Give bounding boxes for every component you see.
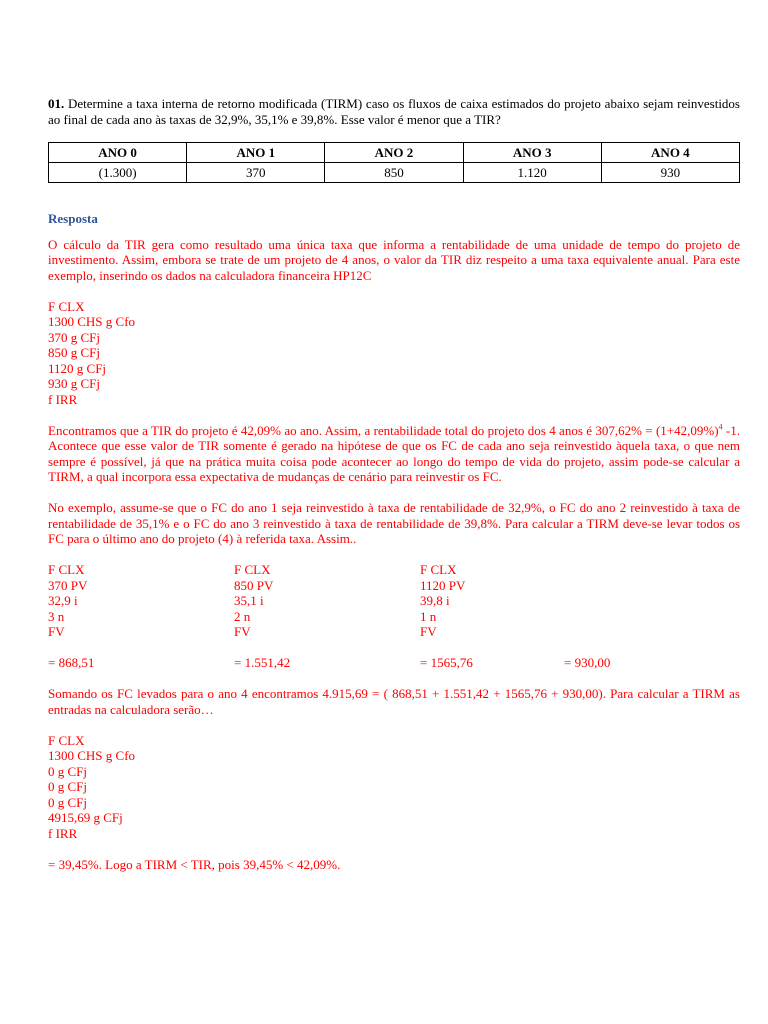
table-cell: (1.300) xyxy=(49,163,187,183)
calc-step: 4915,69 g CFj xyxy=(48,810,123,825)
calc-step: 1300 CHS g Cfo xyxy=(48,748,136,763)
calc-step: 850 g CFj xyxy=(48,345,101,360)
fv-result: = 1565,76 xyxy=(420,655,473,670)
calc-step: 1120 g CFj xyxy=(48,360,107,376)
calc-step: 0 g CFj xyxy=(48,779,88,794)
calc-step: 0 g CFj xyxy=(48,763,88,779)
calc-step: 370 g CFj xyxy=(48,329,101,345)
calc-step: f IRR xyxy=(48,825,78,841)
table-header-cell: ANO 1 xyxy=(187,143,325,163)
calc-step: FV xyxy=(420,624,437,639)
calc-step: F CLX xyxy=(234,562,271,577)
question-number: 01. xyxy=(48,96,65,111)
table-header-cell: ANO 2 xyxy=(325,143,463,163)
tir-paragraph xyxy=(48,423,740,485)
calc-step: 1300 CHS g Cfo xyxy=(48,314,136,329)
table-cell: 930 xyxy=(601,163,739,183)
fv-calculation-columns xyxy=(48,562,740,640)
conclusion-line: = 39,45%. Logo a TIRM < TIR, pois 39,45% < 42,09%. xyxy=(48,856,341,872)
table-header-row xyxy=(49,143,740,163)
fv-result: = 930,00 xyxy=(564,655,611,670)
exponent: 4 xyxy=(718,422,723,432)
calc-step: F CLX xyxy=(48,298,85,314)
table-cell: 1.120 xyxy=(463,163,601,183)
fv-column-year3 xyxy=(420,562,465,640)
question-paragraph xyxy=(48,96,740,127)
intro-paragraph: O cálculo da TIR gera como resultado uma única taxa que informa a rentabilidade de uma unidade de tempo do projeto de investimento. Assim, embora se trate de um projeto de 4 anos, o valor da TIR diz respeito a uma taxa equivalente anual. Para este exemplo, inserindo os dados na calculadora financeira HP12C xyxy=(48,236,740,283)
tir-text-part1: Encontramos que a TIR do projeto é 42,09% ao ano. Assim, a rentabilidade total do projeto dos 4 anos é 307,62% = (1+42,09%) xyxy=(48,422,719,438)
fv-column-year2 xyxy=(234,562,273,640)
calc-step: 1 n xyxy=(420,608,437,624)
document-page xyxy=(48,96,740,872)
answer-body xyxy=(48,237,740,873)
calc-step: 2 n xyxy=(234,608,251,624)
calc-step: 370 PV xyxy=(48,577,88,593)
calc-step: 0 g CFj xyxy=(48,794,88,810)
calc-step: 35,1 i xyxy=(234,593,264,608)
table-cell: 370 xyxy=(187,163,325,183)
fv-result: = 868,51 xyxy=(48,655,95,670)
fv-results-row xyxy=(48,655,740,671)
table-header-cell: ANO 0 xyxy=(49,143,187,163)
question-text: Determine a taxa interna de retorno modificada (TIRM) caso os fluxos de caixa estimados do projeto abaixo sejam reinvestidos ao final de cada ano às taxas de 32,9%, 35,1% e 39,8%. Esse valor é menor que a TIR? xyxy=(48,96,740,127)
hp12c-steps-tirm xyxy=(48,733,740,842)
calc-step: 1120 PV xyxy=(420,577,466,593)
table-header-cell: ANO 3 xyxy=(463,143,601,163)
table-cell: 850 xyxy=(325,163,463,183)
calc-step: 850 PV xyxy=(234,577,274,593)
calc-step: f IRR xyxy=(48,391,78,407)
hp12c-steps-tir xyxy=(48,299,740,408)
sum-paragraph: Somando os FC levados para o ano 4 encontramos 4.915,69 = ( 868,51 + 1.551,42 + 1565,76 + 930,00). Para calcular a TIRM as entradas na calculadora serão… xyxy=(48,686,740,717)
calc-step: F CLX xyxy=(48,732,85,748)
calc-step: FV xyxy=(234,624,251,639)
fv-result: = 1.551,42 xyxy=(234,655,291,670)
example-paragraph: No exemplo, assume-se que o FC do ano 1 seja reinvestido à taxa de rentabilidade de 32,9%, o FC do ano 2 reinvestido à taxa de rentabilidade de 35,1% e o FC do ano 3 reinvestido à taxa de rentabilidade de 39,8%. Para calcular a TIRM deve-se levar todos os FC para o último ano do projeto (4) à referida taxa. Assim.. xyxy=(48,500,740,546)
calc-step: FV xyxy=(48,624,65,639)
table-header-cell: ANO 4 xyxy=(601,143,739,163)
tir-text-part2: -1. Acontece que esse valor de TIR somente é gerado na hipótese de que os FC de cada ano seja reinvestido àquela taxa, o que nem sempre é possível, já que na prática muita coisa pode acontecer ao longo do tempo de vida do projeto, assim pode-se calcular a TIRM, a qual incorpora essa expectativa de mudanças de cenário para reinvestir os FC. xyxy=(48,422,740,484)
calc-step: F CLX xyxy=(420,562,457,577)
table-row xyxy=(49,163,740,183)
calc-step: 3 n xyxy=(48,608,65,624)
cash-flow-table xyxy=(48,142,740,183)
answer-heading: Resposta xyxy=(48,211,98,226)
fv-column-year1 xyxy=(48,562,87,640)
calc-step: 32,9 i xyxy=(48,593,78,608)
calc-step: 39,8 i xyxy=(420,593,450,608)
calc-step: 930 g CFj xyxy=(48,376,101,391)
calc-step: F CLX xyxy=(48,562,85,577)
